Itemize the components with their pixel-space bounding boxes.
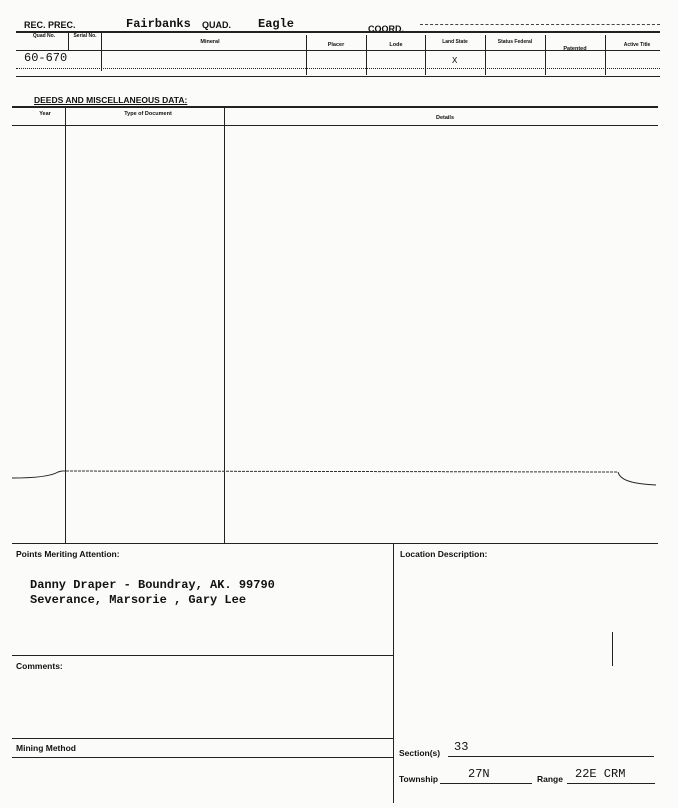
points-label: Points Meriting Attention: xyxy=(16,549,120,559)
deeds-bottom-rule xyxy=(12,543,658,544)
col-status-federal: Status Federal xyxy=(497,39,533,45)
mining-label: Mining Method xyxy=(16,743,76,753)
deeds-title: DEEDS AND MISCELLANEOUS DATA: xyxy=(34,95,188,105)
col-quad-no: Quad No. xyxy=(32,33,56,39)
land-state-mark: X xyxy=(452,56,458,66)
col-divider xyxy=(425,35,426,75)
col-lode: Lode xyxy=(389,42,403,48)
deeds-top-rule xyxy=(12,106,658,108)
col-divider xyxy=(485,35,486,75)
col-active-title: Active Title xyxy=(623,42,651,48)
rec-prec-label: REC. PREC. xyxy=(24,20,76,30)
section-label: Section(s) xyxy=(399,748,441,758)
mining-bottom-rule xyxy=(12,757,393,758)
range-underline xyxy=(567,783,655,784)
comments-label: Comments: xyxy=(16,661,63,671)
mining-rule xyxy=(12,738,393,739)
col-details: Details xyxy=(435,115,455,121)
rec-prec-value: Fairbanks xyxy=(126,17,191,31)
points-line-2: Severance, Marsorie , Gary Lee xyxy=(30,593,247,607)
quad-no-value: 60-670 xyxy=(24,51,68,65)
quad-value: Eagle xyxy=(258,17,295,31)
location-label: Location Description: xyxy=(400,549,488,559)
section-underline xyxy=(448,756,654,757)
coord-line xyxy=(420,24,660,25)
range-label: Range xyxy=(537,774,563,784)
bottom-column-divider xyxy=(393,543,394,803)
points-line-1: Danny Draper - Boundray, AK. 99790 xyxy=(30,578,275,592)
col-type-of-document: Type of Document xyxy=(124,111,172,117)
quad-label: QUAD. xyxy=(202,20,231,30)
header-bottom-rule xyxy=(16,68,660,69)
col-year: Year xyxy=(39,111,51,117)
scan-fold-line xyxy=(0,464,678,494)
comments-rule xyxy=(12,655,393,656)
section-value: 33 xyxy=(454,740,469,754)
col-land-state: Land State xyxy=(442,39,468,45)
coord-label: COORD. xyxy=(368,24,404,34)
col-serial-no: Serial No. xyxy=(73,33,97,39)
header-base-rule xyxy=(16,76,660,77)
col-divider xyxy=(101,31,102,71)
col-divider xyxy=(68,31,69,51)
col-divider xyxy=(306,35,307,75)
township-underline xyxy=(440,783,532,784)
col-divider xyxy=(545,35,546,75)
col-mineral: Mineral xyxy=(200,39,220,45)
range-value: 22E CRM xyxy=(575,767,626,781)
header-top-rule xyxy=(16,31,660,33)
township-label: Township xyxy=(399,774,439,784)
township-value: 27N xyxy=(468,767,490,781)
location-mark xyxy=(612,632,613,666)
col-placer: Placer xyxy=(327,42,345,48)
col-divider xyxy=(605,35,606,75)
col-divider xyxy=(366,35,367,75)
col-patented: Patented xyxy=(563,46,587,52)
deeds-header-rule xyxy=(12,125,658,126)
